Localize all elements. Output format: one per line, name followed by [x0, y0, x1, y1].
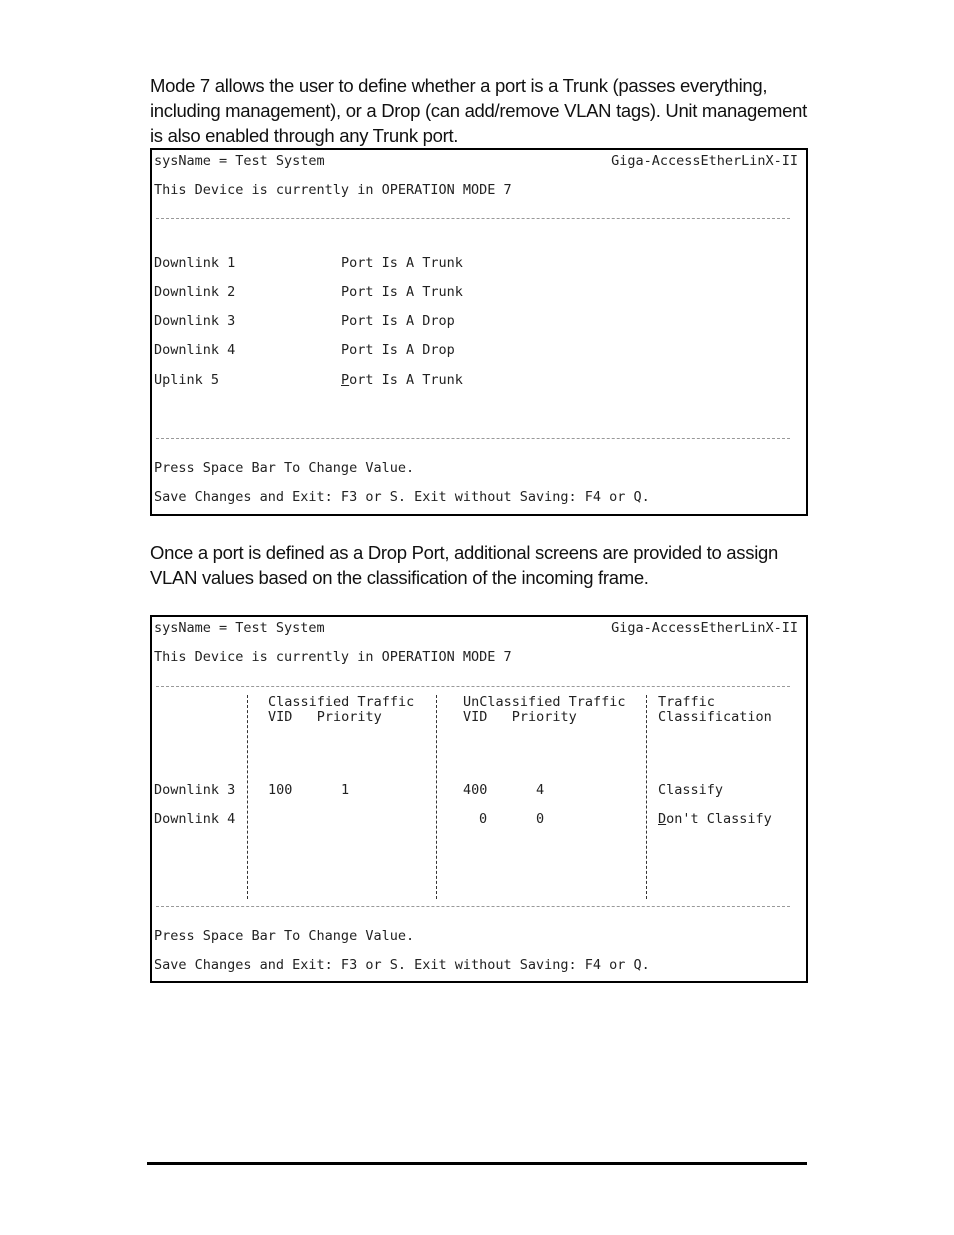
divider-bottom — [156, 438, 790, 439]
cursor-char: D — [658, 811, 667, 827]
header-classified-vid-priority: VID Priority — [268, 709, 382, 725]
hint-line: Press Space Bar To Change Value. — [154, 460, 415, 476]
sysname-label: sysName = Test System — [154, 620, 325, 636]
port-name-downlink-3: Downlink 3 — [154, 313, 236, 329]
port-setting-downlink-3[interactable]: Port Is A Drop — [341, 313, 455, 329]
hint-line: Press Space Bar To Change Value. — [154, 928, 415, 944]
header-unclassified-vid-priority: VID Priority — [463, 709, 577, 725]
mode-line: This Device is currently in OPERATION MODE 7 — [154, 649, 512, 665]
header-unclassified-traffic: UnClassified Traffic — [463, 694, 626, 710]
port-name-downlink-4: Downlink 4 — [154, 342, 236, 358]
unclassified-priority-downlink-4[interactable]: 0 — [536, 811, 545, 827]
mode-line: This Device is currently in OPERATION MODE 7 — [154, 182, 512, 198]
terminal-screen-vlan — [150, 615, 808, 983]
column-separator-3 — [646, 695, 647, 899]
header-classified-traffic: Classified Traffic — [268, 694, 415, 710]
middle-line-2: VLAN values based on the classification of the incoming frame. — [150, 567, 649, 588]
save-exit-line: Save Changes and Exit: F3 or S. Exit without Saving: F4 or Q. — [154, 957, 650, 973]
header-traffic: Traffic — [658, 694, 715, 710]
middle-line-1: Once a port is defined as a Drop Port, additional screens are provided to assign — [150, 542, 778, 563]
intro-line-3: is also enabled through any Trunk port. — [150, 125, 459, 146]
cursor-char: P — [341, 372, 350, 388]
port-name-uplink-5: Uplink 5 — [154, 372, 220, 388]
row-port-downlink-3: Downlink 3 — [154, 782, 236, 798]
save-exit-line: Save Changes and Exit: F3 or S. Exit without Saving: F4 or Q. — [154, 489, 650, 505]
port-name-downlink-2: Downlink 2 — [154, 284, 236, 300]
port-setting-downlink-4[interactable]: Port Is A Drop — [341, 342, 455, 358]
intro-line-1: Mode 7 allows the user to define whether a port is a Trunk (passes everything, — [150, 75, 768, 96]
port-setting-downlink-2[interactable]: Port Is A Trunk — [341, 284, 463, 300]
product-name: Giga-AccessEtherLinX-II — [611, 153, 798, 169]
product-name: Giga-AccessEtherLinX-II — [611, 620, 798, 636]
header-classification: Classification — [658, 709, 772, 725]
column-separator-1 — [247, 695, 248, 899]
port-name-downlink-1: Downlink 1 — [154, 255, 236, 271]
classification-downlink-3[interactable]: Classify — [658, 782, 724, 798]
sysname-label: sysName = Test System — [154, 153, 325, 169]
classified-vid-downlink-3[interactable]: 100 — [268, 782, 293, 798]
unclassified-priority-downlink-3[interactable]: 4 — [536, 782, 545, 798]
divider-top — [156, 686, 790, 687]
row-port-downlink-4: Downlink 4 — [154, 811, 236, 827]
classified-priority-downlink-3[interactable]: 1 — [341, 782, 350, 798]
unclassified-vid-downlink-3[interactable]: 400 — [463, 782, 488, 798]
classification-downlink-4[interactable] — [658, 811, 772, 827]
port-setting-uplink-5[interactable] — [341, 372, 463, 388]
intro-paragraph — [150, 73, 810, 148]
setting-rest: ort Is A Trunk — [349, 372, 463, 388]
port-setting-downlink-1[interactable]: Port Is A Trunk — [341, 255, 463, 271]
intro-line-2: including management), or a Drop (can add/remove VLAN tags). Unit management — [150, 100, 807, 121]
terminal-screen-port-mode — [150, 148, 808, 516]
divider-bottom — [156, 906, 790, 907]
unclassified-vid-downlink-4[interactable]: 0 — [479, 811, 488, 827]
classification-rest: on't Classify — [666, 811, 772, 827]
drop-port-paragraph — [150, 540, 810, 590]
column-separator-2 — [436, 695, 437, 899]
divider-top — [156, 218, 790, 219]
footer-rule — [147, 1162, 807, 1165]
